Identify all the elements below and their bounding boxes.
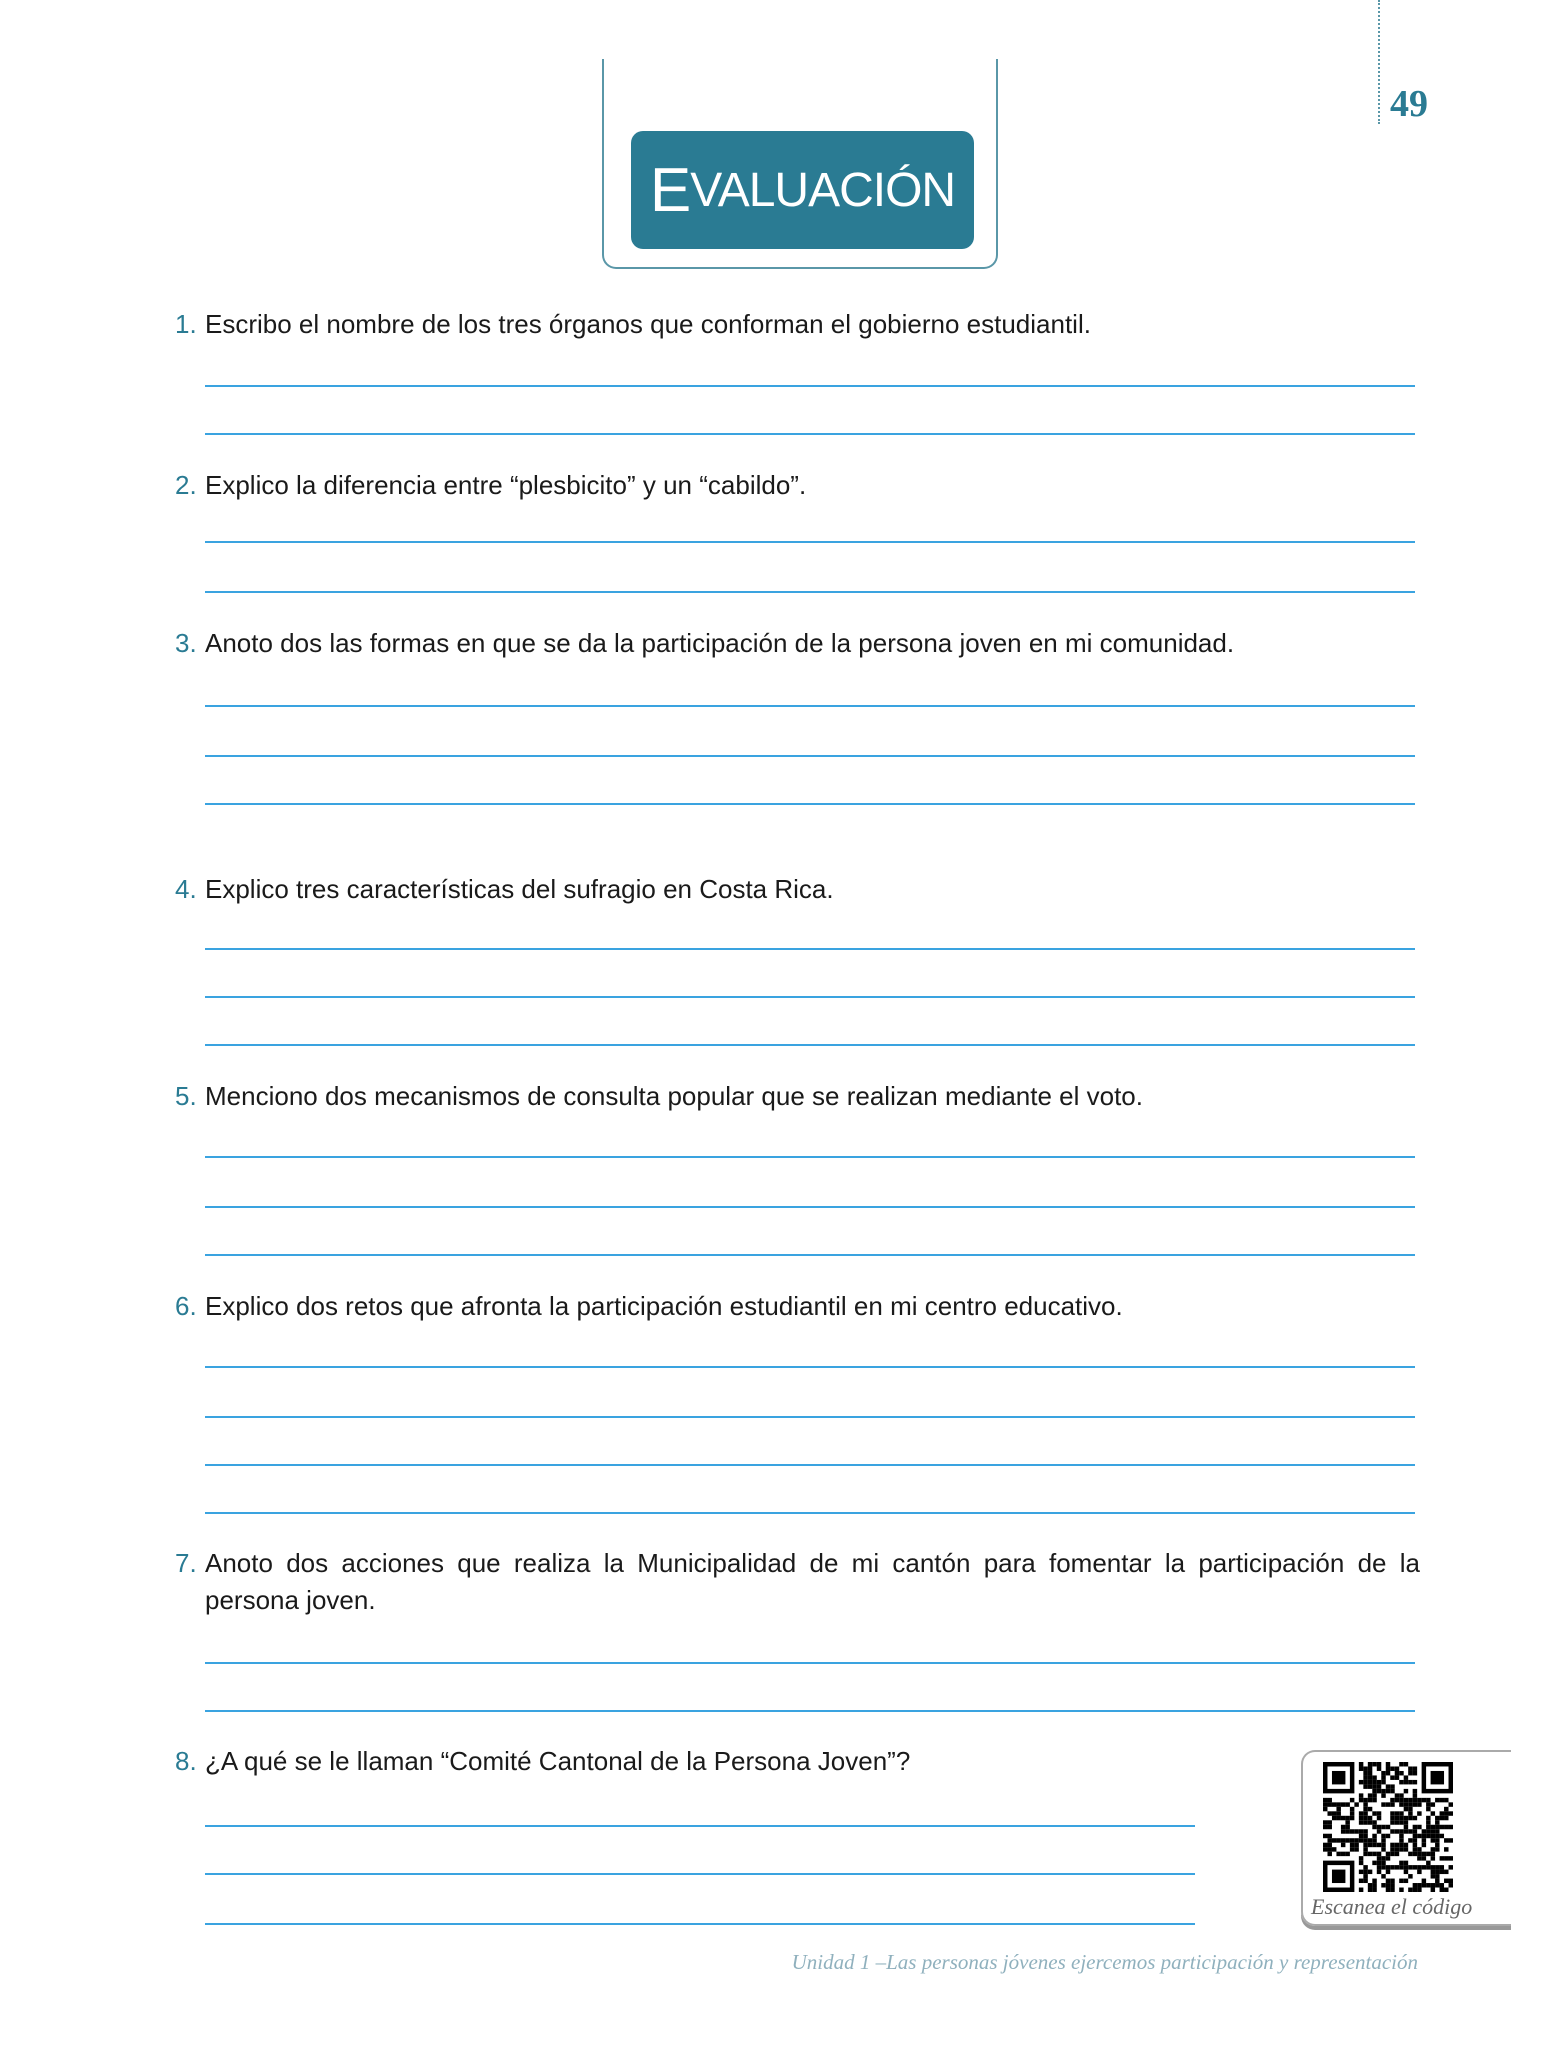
margin-divider	[1378, 0, 1380, 124]
answer-line[interactable]	[205, 1710, 1415, 1712]
question-text: Explico la diferencia entre “plesbicito” y un “cabildo”.	[205, 470, 807, 500]
page-number: 49	[1390, 83, 1428, 125]
answer-line[interactable]	[205, 1662, 1415, 1664]
answer-line[interactable]	[205, 385, 1415, 387]
answer-line[interactable]	[205, 1366, 1415, 1368]
question-4	[175, 871, 1420, 908]
question-text: Menciono dos mecanismos de consulta popular que se realizan mediante el voto.	[205, 1081, 1143, 1111]
page-footer: Unidad 1 –Las personas jóvenes ejercemos participación y representación	[791, 1950, 1418, 1974]
answer-line[interactable]	[205, 1416, 1415, 1418]
answer-line[interactable]	[205, 948, 1415, 950]
question-2	[175, 467, 1420, 504]
answer-line[interactable]	[205, 996, 1415, 998]
answer-line[interactable]	[205, 1464, 1415, 1466]
question-3	[175, 625, 1420, 662]
answer-line[interactable]	[205, 1156, 1415, 1158]
question-text: ¿A qué se le llaman “Comité Cantonal de la Persona Joven”?	[205, 1746, 911, 1776]
question-number: 1.	[175, 309, 197, 339]
qr-caption: Escanea el código	[1311, 1894, 1473, 1919]
answer-line[interactable]	[205, 1825, 1195, 1827]
question-number: 5.	[175, 1081, 197, 1111]
title-rest: VALUACIÓN	[690, 163, 956, 217]
question-number: 8.	[175, 1746, 197, 1776]
question-text: Escribo el nombre de los tres órganos que conforman el gobierno estudiantil.	[205, 309, 1091, 339]
answer-line[interactable]	[205, 591, 1415, 593]
answer-line[interactable]	[205, 1923, 1195, 1925]
answer-line[interactable]	[205, 1512, 1415, 1514]
question-text: Explico dos retos que afronta la participación estudiantil en mi centro educativo.	[205, 1291, 1123, 1321]
question-text: Explico tres características del sufragio en Costa Rica.	[205, 874, 834, 904]
question-text: Anoto dos las formas en que se da la participación de la persona joven en mi comunidad.	[205, 628, 1235, 658]
question-number: 3.	[175, 628, 197, 658]
question-8	[175, 1743, 1420, 1780]
question-number: 2.	[175, 470, 197, 500]
section-title	[631, 131, 974, 249]
answer-line[interactable]	[205, 803, 1415, 805]
question-5	[175, 1078, 1420, 1115]
question-number: 6.	[175, 1291, 197, 1321]
question-number: 4.	[175, 874, 197, 904]
answer-line[interactable]	[205, 755, 1415, 757]
answer-line[interactable]	[205, 1044, 1415, 1046]
qr-code-box[interactable]	[1301, 1750, 1511, 1926]
answer-line[interactable]	[205, 1206, 1415, 1208]
answer-line[interactable]	[205, 705, 1415, 707]
question-6	[175, 1288, 1420, 1325]
answer-line[interactable]	[205, 433, 1415, 435]
answer-line[interactable]	[205, 541, 1415, 543]
title-initial: E	[649, 155, 691, 225]
question-number: 7.	[175, 1548, 197, 1578]
question-text: Anoto dos acciones que realiza la Municipalidad de mi cantón para fomentar la participación de la persona joven.	[205, 1548, 1420, 1615]
question-1	[175, 306, 1420, 343]
answer-line[interactable]	[205, 1873, 1195, 1875]
question-7	[175, 1545, 1420, 1619]
qr-code-icon	[1323, 1762, 1453, 1892]
answer-line[interactable]	[205, 1254, 1415, 1256]
